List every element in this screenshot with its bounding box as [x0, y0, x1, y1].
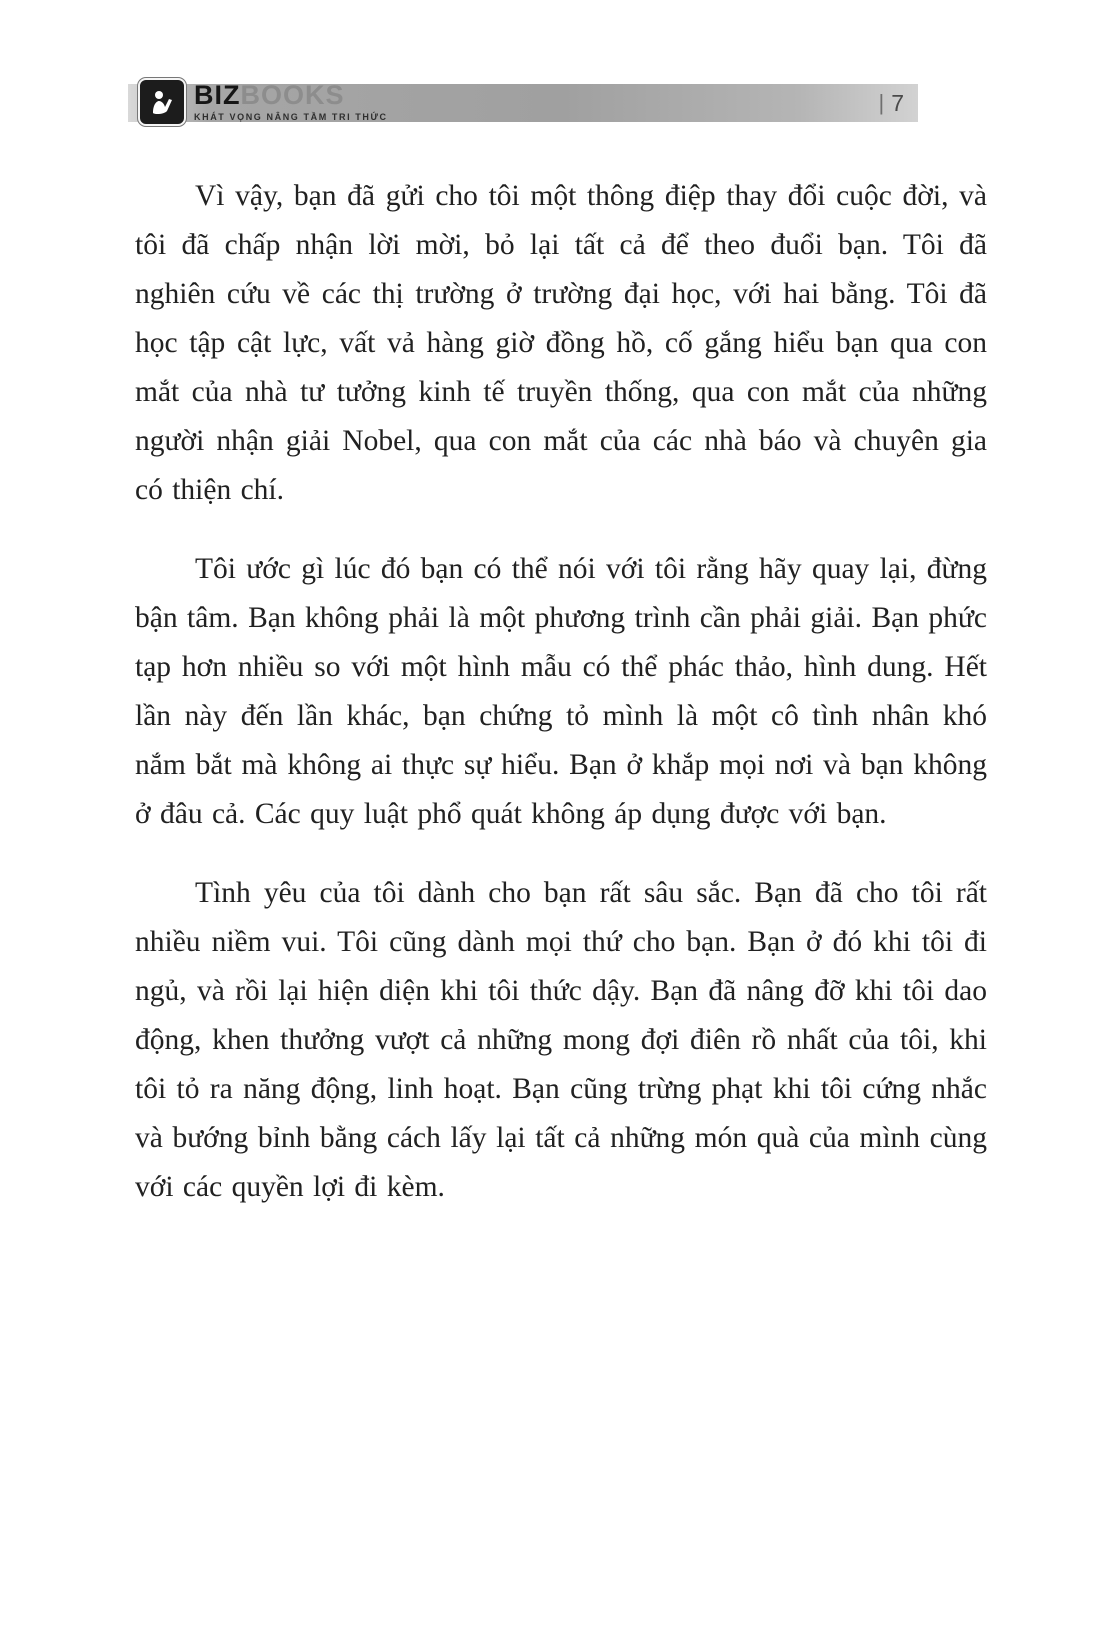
- page-number-separator: |: [878, 90, 885, 115]
- logo-tagline: KHÁT VỌNG NÂNG TẦM TRI THỨC: [194, 112, 388, 122]
- bizbooks-logo-icon: [138, 78, 186, 126]
- logo-wordmark: [194, 82, 388, 109]
- page-number-block: [878, 84, 904, 122]
- page-header: [128, 78, 918, 126]
- paragraph-3: Tình yêu của tôi dành cho bạn rất sâu sắc. Bạn đã cho tôi rất nhiều niềm vui. Tôi cũng dành mọi thứ cho bạn. Bạn ở đó khi tôi đi ngủ, và rồi lại hiện diện khi tôi thức dậy. Bạn đã nâng đỡ khi tôi dao động, khen thưởng vượt cả những mong đợi điên rồ nhất của tôi, khi tôi tỏ ra năng động, linh hoạt. Bạn cũng trừng phạt khi tôi cứng nhắc và bướng bỉnh bằng cách lấy lại tất cả những món quà của mình cùng với các quyền lợi đi kèm.: [135, 877, 987, 1203]
- logo-text: [194, 82, 388, 122]
- paragraph-1: Vì vậy, bạn đã gửi cho tôi một thông điệp thay đổi cuộc đời, và tôi đã chấp nhận lời mời, bỏ lại tất cả để theo đuổi bạn. Tôi đã nghiên cứu về các thị trường ở trường đại học, với hai bằng. Tôi đã học tập cật lực, vất vả hàng giờ đồng hồ, cố gắng hiểu bạn qua con mắt của nhà tư tưởng kinh tế truyền thống, qua con mắt của những người nhận giải Nobel, qua con mắt của các nhà báo và chuyên gia có thiện chí.: [135, 180, 987, 506]
- page-number: 7: [891, 89, 904, 116]
- page-text-content: [135, 172, 987, 1242]
- paragraph-2: Tôi ước gì lúc đó bạn có thể nói với tôi rằng hãy quay lại, đừng bận tâm. Bạn không phải là một phương trình cần phải giải. Bạn phức tạp hơn nhiều so với một hình mẫu có thể phác thảo, hình dung. Hết lần này đến lần khác, bạn chứng tỏ mình là một cô tình nhân khó nắm bắt mà không ai thực sự hiểu. Bạn ở khắp mọi nơi và bạn không ở đâu cả. Các quy luật phổ quát không áp dụng được với bạn.: [135, 553, 987, 830]
- logo-books-text: BOOKS: [240, 80, 345, 110]
- bizbooks-logo: [138, 78, 388, 126]
- logo-biz-text: BIZ: [194, 80, 241, 110]
